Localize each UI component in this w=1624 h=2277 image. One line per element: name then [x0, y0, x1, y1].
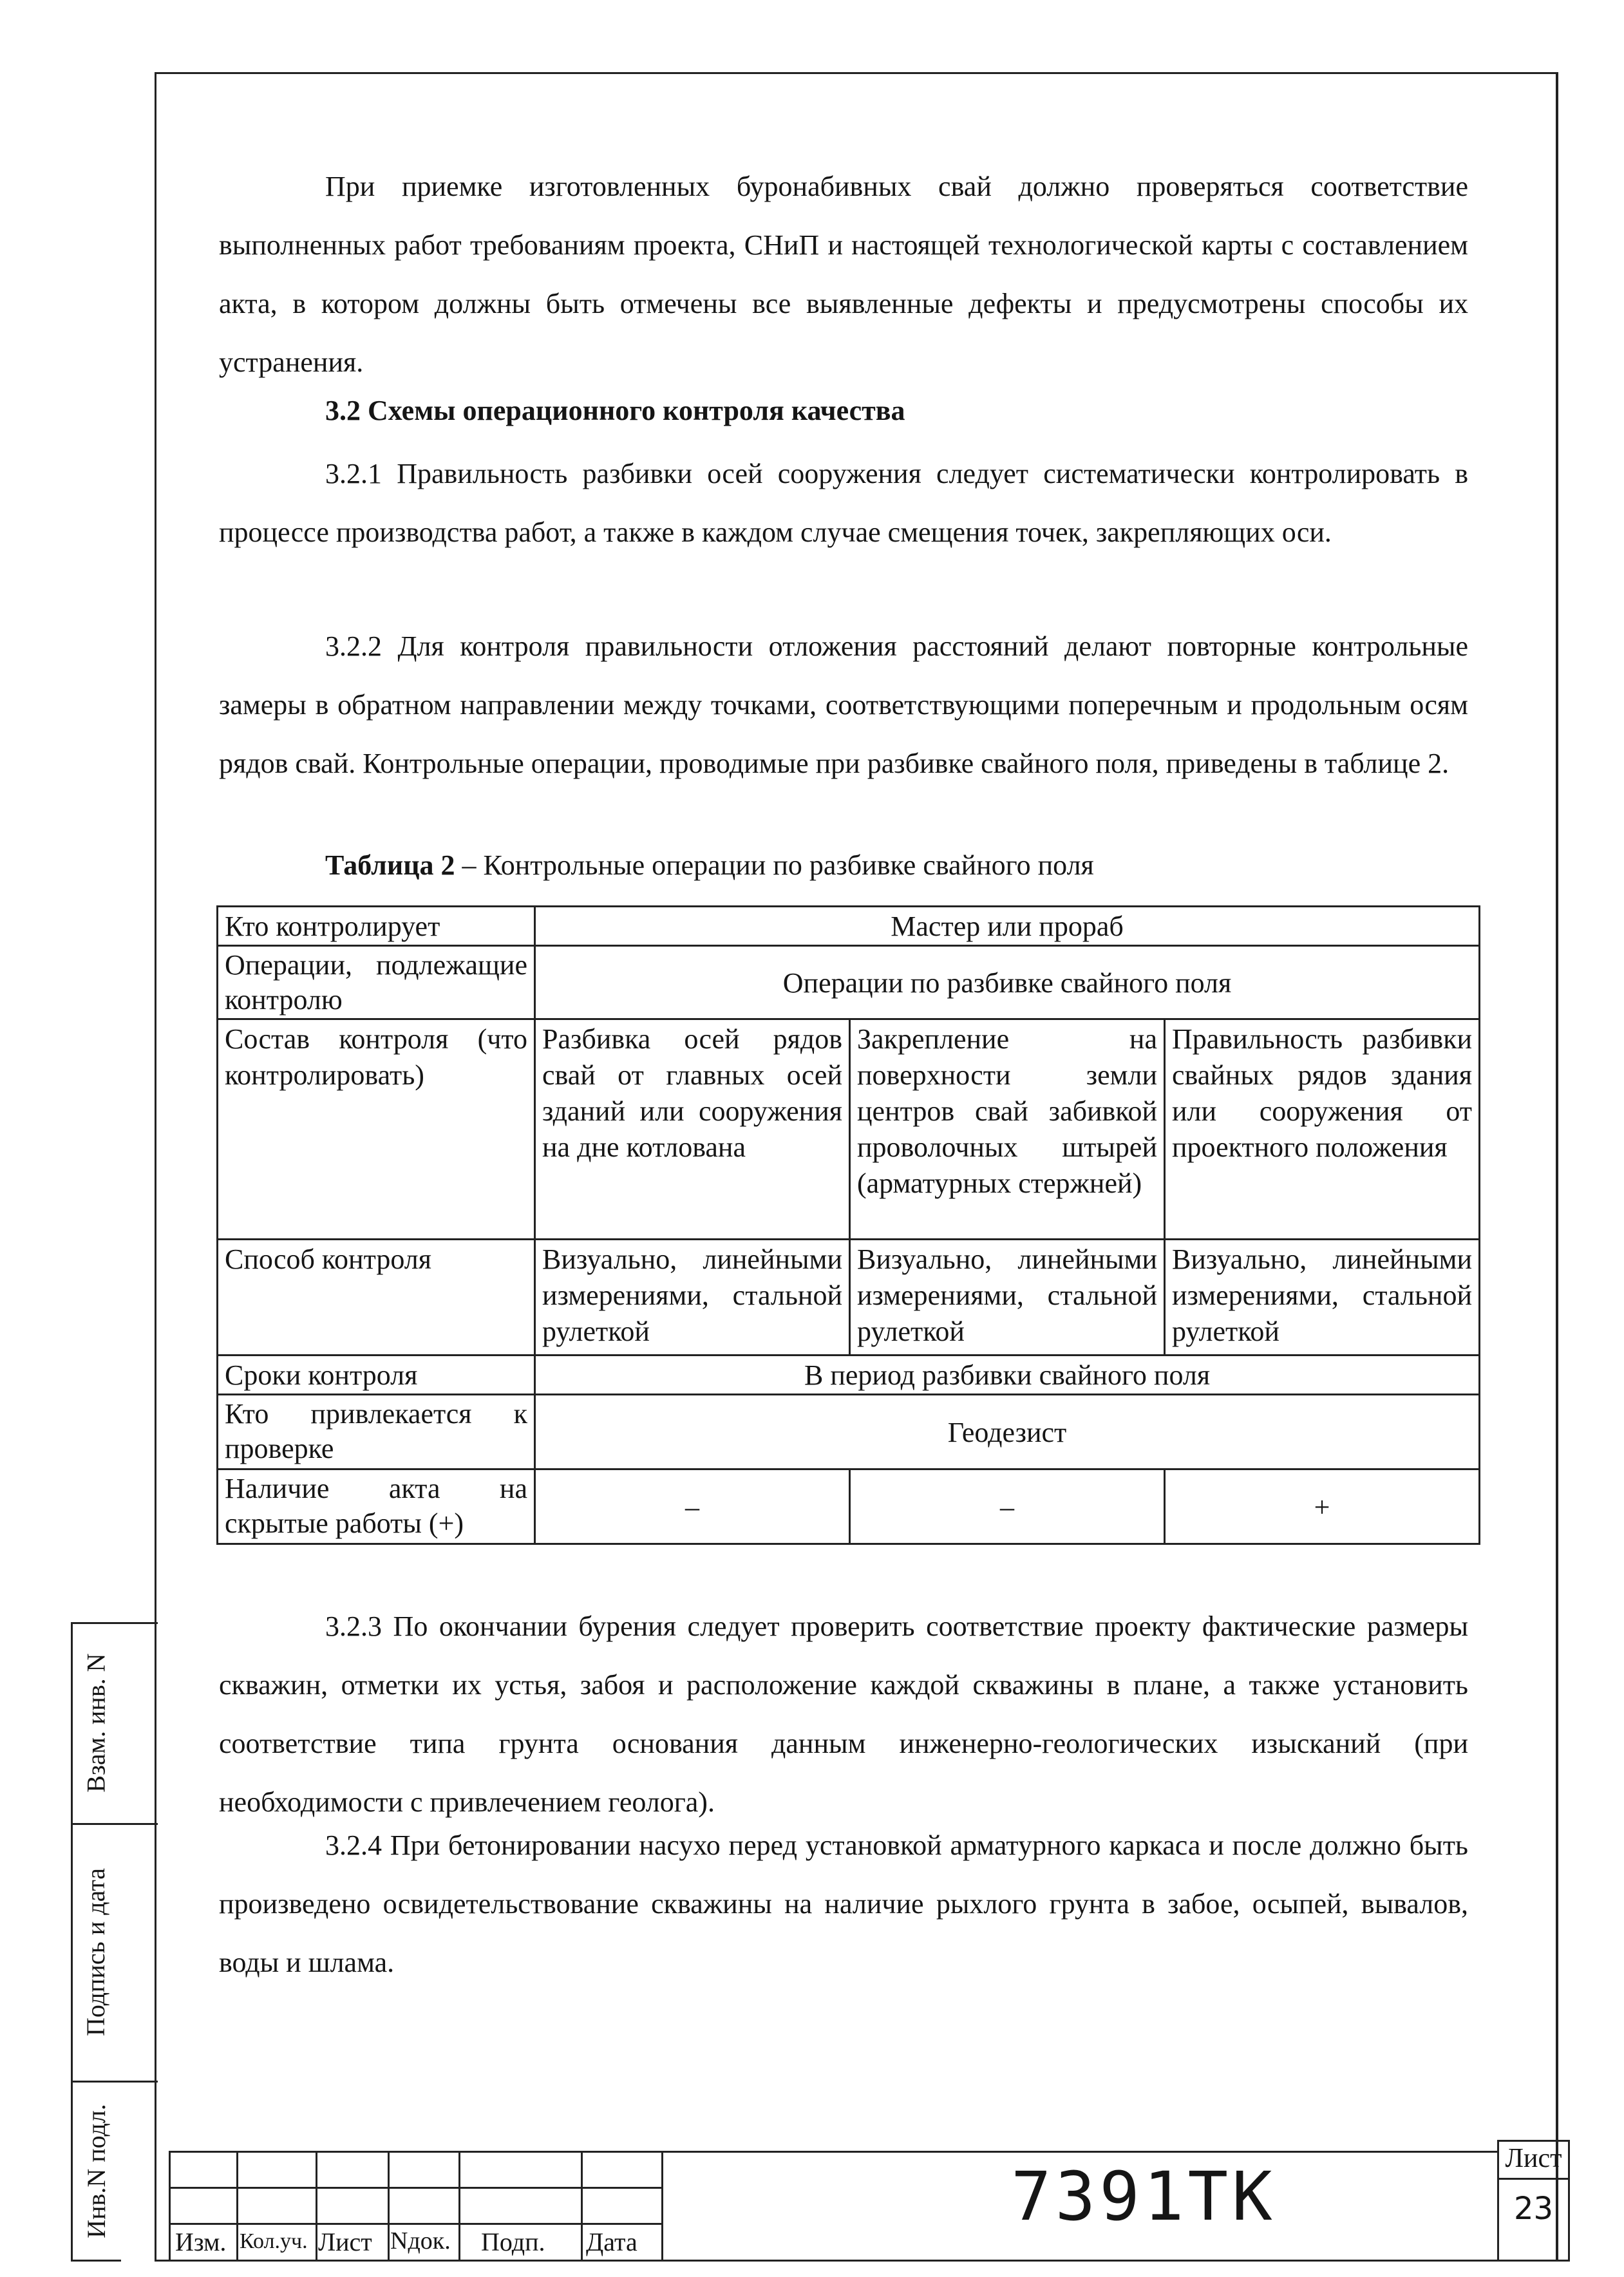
section-heading: 3.2 Схемы операционного контроля качества [325, 395, 905, 426]
table-row-method-label: Способ контроля [218, 1240, 535, 1356]
table-caption-number: Таблица 2 [325, 849, 455, 881]
title-block-sheet: Лист [318, 2227, 372, 2256]
table-row-timing-value: В период разбивки свайного поля [535, 1356, 1480, 1395]
paragraph-3-2-1: 3.2.1 Правильность разбивки осей сооружения следует систематически контролировать в процессе производства работ, а также в каждом случае смещения точек, закрепляющих оси. [219, 458, 1468, 548]
sheet-number-box [1497, 2140, 1570, 2262]
title-block-change: Изм. [175, 2227, 227, 2256]
control-operations-table [216, 905, 1480, 1545]
document-code: 7391ТК [1011, 2157, 1276, 2236]
table-row-involved-value: Геодезист [535, 1395, 1480, 1469]
side-stamp-signature-date: Подпись и дата [81, 1867, 111, 2036]
table-row-composition-label: Состав контроля (что контролировать) [218, 1019, 535, 1240]
table-row-involved-label: Кто привлекается к проверке [218, 1395, 535, 1469]
paragraph-3-2-2: 3.2.2 Для контроля правильности отложения расстояний делают повторные контрольные замеры в обратном направлении между точками, соответствующими поперечным и продольным осям рядов свай. Контрольные операции, проводимые при разбивке свайного поля, приведены в таблице 2. [219, 630, 1468, 779]
title-block-signature: Подп. [481, 2227, 545, 2256]
title-block [169, 2151, 1569, 2260]
table-cell-act-2: – [850, 1469, 1165, 1544]
side-stamp [71, 1622, 158, 2262]
table-cell-composition-3: Правильность разбивки свайных рядов здания или сооружения от проектного положения [1165, 1019, 1480, 1240]
table-row-act-label: Наличие акта на скрытые работы (+) [218, 1469, 535, 1544]
table-row-operations-label: Операции, подлежащие контролю [218, 946, 535, 1019]
table-caption [325, 849, 1094, 882]
table-cell-method-1: Визуально, линейными измерениями, стальной рулеткой [535, 1240, 850, 1356]
title-block-doc-number: Nдок. [390, 2227, 451, 2254]
table-row-timing-label: Сроки контроля [218, 1356, 535, 1395]
table-caption-text: – Контрольные операции по разбивке свайного поля [455, 849, 1094, 881]
table-cell-method-2: Визуально, линейными измерениями, стальной рулеткой [850, 1240, 1165, 1356]
table-cell-composition-2: Закрепление на поверхности земли центров свай забивкой проволочных штырей (арматурных стержней) [850, 1019, 1165, 1240]
paragraph-3-2-3: 3.2.3 По окончании бурения следует проверить соответствие проекту фактические размеры скважин, отметки их устья, забоя и расположение каждой скважины в плане, а также установить соответствие типа грунта основания данным инженерно-геологических изысканий (при необходимости с привлечением геолога). [219, 1611, 1468, 1818]
table-cell-act-3: + [1165, 1469, 1480, 1544]
table-row-operations-value: Операции по разбивке свайного поля [535, 946, 1480, 1019]
paragraph-acceptance: При приемке изготовленных буронабивных свай должно проверяться соответствие выполненных работ требованиям проекта, СНиП и настоящей технологической карты с составлением акта, в котором должны быть отмечены все выявленные дефекты и предусмотрены способы их устранения. [219, 171, 1468, 378]
title-block-date: Дата [586, 2227, 637, 2256]
table-row-who-controls-label: Кто контролирует [218, 907, 535, 946]
paragraph-3-2-4: 3.2.4 При бетонировании насухо перед установкой арматурного каркаса и после должно быть произведено освидетельствование скважины на наличие рыхлого грунта в забое, осыпей, вывалов, воды и шлама. [219, 1829, 1468, 1978]
side-stamp-replacement-inv: Взам. инв. N [81, 1652, 111, 1793]
sheet-number: 23 [1513, 2191, 1554, 2227]
table-cell-act-1: – [535, 1469, 850, 1544]
table-row-who-controls-value: Мастер или прораб [535, 907, 1480, 946]
title-block-count: Кол.уч. [240, 2229, 308, 2253]
side-stamp-original-inv: Инв.N подл. [81, 2104, 111, 2238]
table-cell-method-3: Визуально, линейными измерениями, стальной рулеткой [1165, 1240, 1480, 1356]
table-cell-composition-1: Разбивка осей рядов свай от главных осей зданий или сооружения на дне котлована [535, 1019, 850, 1240]
sheet-label: Лист [1505, 2144, 1562, 2173]
